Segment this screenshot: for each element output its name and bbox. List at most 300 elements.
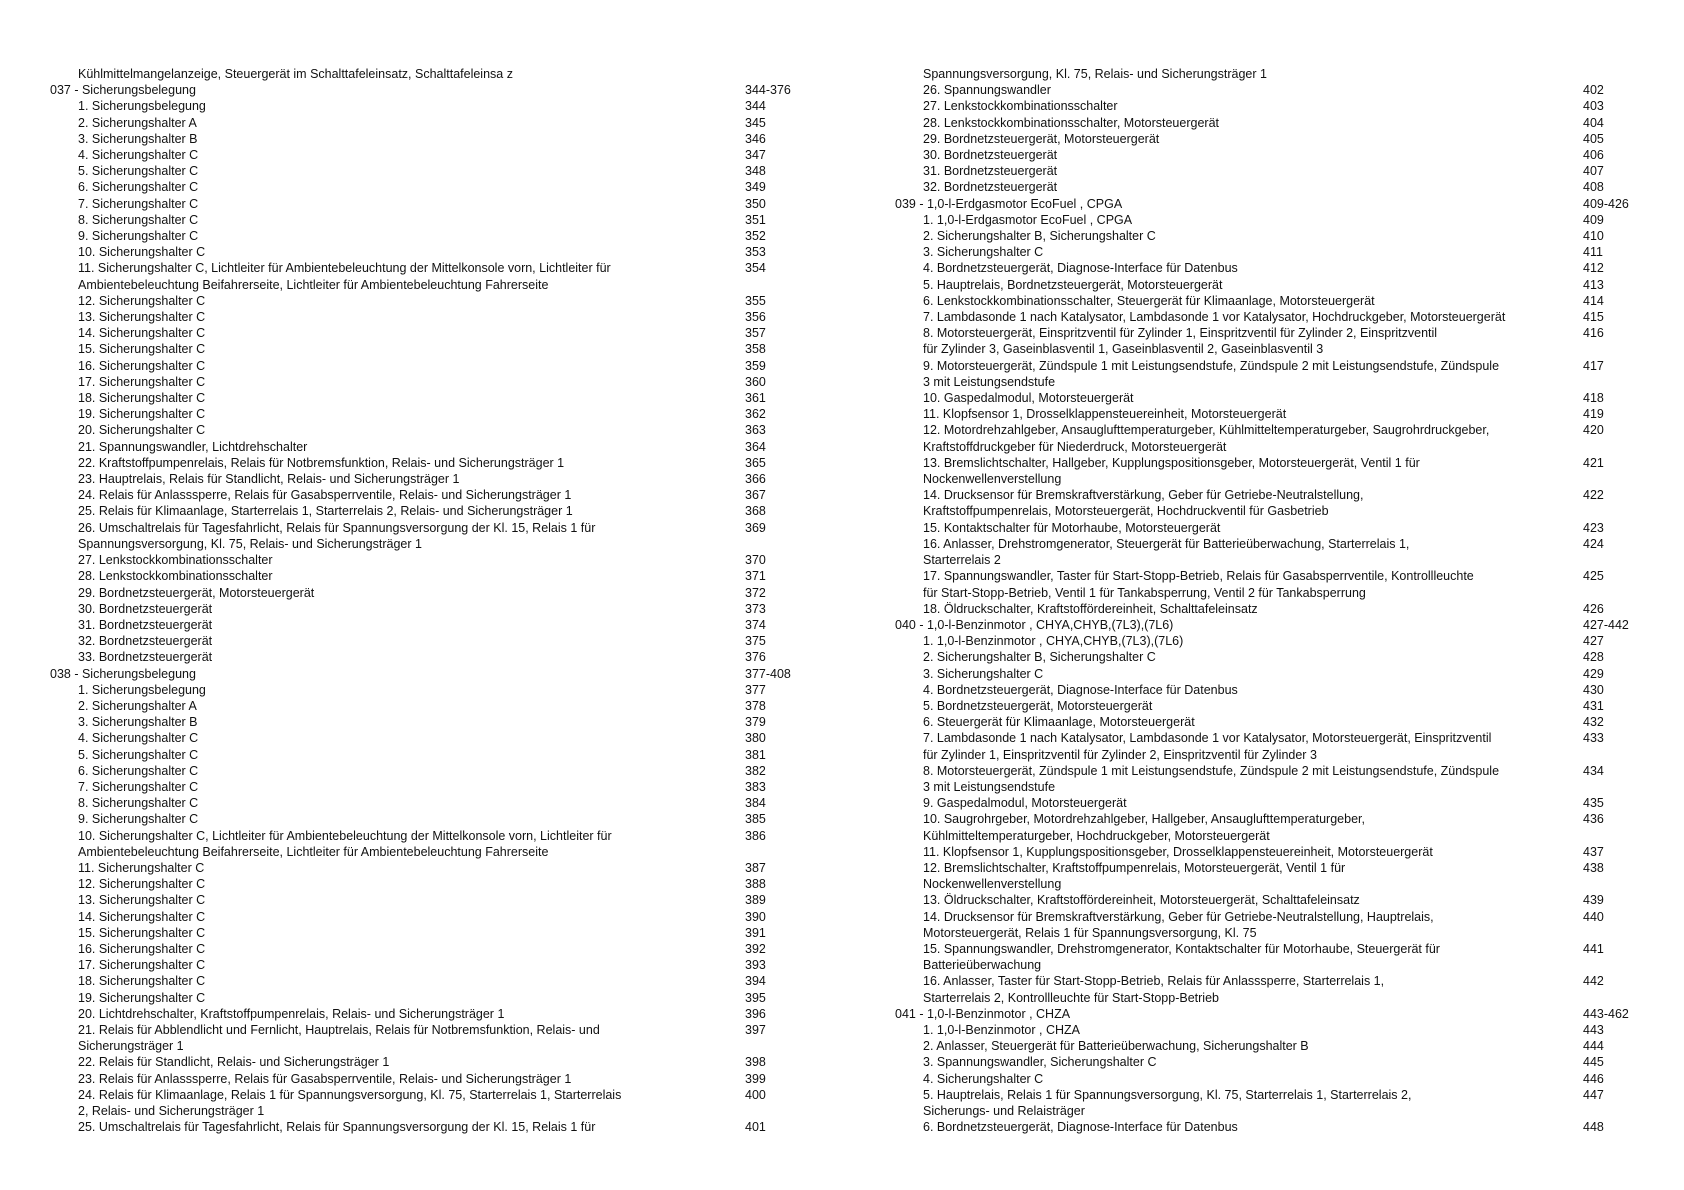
toc-entry-label: 5. Sicherungshalter C bbox=[78, 164, 199, 179]
toc-page-number: 424 bbox=[1583, 536, 1604, 551]
toc-entry bbox=[895, 163, 1640, 179]
toc-entry-label: 32. Bordnetzsteuergerät bbox=[78, 634, 213, 649]
toc-entry-label: 16. Anlasser, Drehstromgenerator, Steuergerät für Batterieüberwachung, Starterrelais 1, Starterrelais 2 bbox=[923, 536, 1410, 568]
toc-page-number: 447 bbox=[1583, 1087, 1604, 1102]
toc-entry-label: 18. Sicherungshalter C bbox=[78, 974, 206, 989]
toc-entry bbox=[50, 1087, 795, 1119]
toc-entry bbox=[50, 293, 795, 309]
toc-entry bbox=[50, 520, 795, 552]
toc-entry bbox=[50, 439, 795, 455]
toc-entry-label: 25. Relais für Klimaanlage, Starterrelais 1, Starterrelais 2, Relais- und Sicherungsträger 1 bbox=[78, 504, 573, 519]
toc-entry-label: Kühlmittelmangelanzeige, Steuergerät im Schalttafeleinsatz, Schalttafeleinsa z bbox=[78, 67, 513, 81]
toc-page-number: 364 bbox=[745, 439, 766, 454]
toc-entry bbox=[50, 1022, 795, 1054]
toc-entry-label: 15. Sicherungshalter C bbox=[78, 925, 206, 940]
toc-entry-label: 15. Spannungswandler, Drehstromgenerator, Kontaktschalter für Motorhaube, Steuergerät für Batterieüberwachung bbox=[923, 941, 1440, 973]
toc-entry bbox=[50, 406, 795, 422]
toc-entry-label: 9. Sicherungshalter C bbox=[78, 229, 199, 244]
toc-page-number: 406 bbox=[1583, 148, 1604, 163]
toc-entry bbox=[895, 131, 1640, 147]
toc-entry bbox=[895, 973, 1640, 1005]
toc-entry bbox=[895, 82, 1640, 98]
toc-entry-label: 32. Bordnetzsteuergerät bbox=[923, 180, 1058, 195]
toc-page-number: 425 bbox=[1583, 569, 1604, 584]
toc-page-number: 416 bbox=[1583, 326, 1604, 341]
toc-entry-label: 24. Relais für Anlasssperre, Relais für Gasabsperrventile, Relais- und Sicherungsträger 1 bbox=[78, 488, 572, 503]
toc-entry-label: 30. Bordnetzsteuergerät bbox=[78, 601, 213, 616]
toc-page-number: 373 bbox=[745, 601, 766, 616]
toc-entry-label: 4. Sicherungshalter C bbox=[78, 731, 199, 746]
toc-entry-label: 7. Sicherungshalter C bbox=[78, 196, 199, 211]
toc-entry bbox=[50, 1071, 795, 1087]
toc-page-number: 423 bbox=[1583, 520, 1604, 535]
toc-entry-label: 4. Bordnetzsteuergerät, Diagnose-Interface für Datenbus bbox=[923, 682, 1238, 697]
toc-entry bbox=[50, 957, 795, 973]
toc-entry bbox=[895, 244, 1640, 260]
toc-page-number: 431 bbox=[1583, 698, 1604, 713]
toc-page-number: 367 bbox=[745, 488, 766, 503]
toc-entry-label: 11. Klopfsensor 1, Drosselklappensteuereinheit, Motorsteuergerät bbox=[923, 407, 1287, 422]
toc-entry-label: 4. Sicherungshalter C bbox=[923, 1071, 1044, 1086]
toc-page-number: 401 bbox=[745, 1120, 766, 1135]
toc-entry bbox=[895, 601, 1640, 617]
toc-page-number: 366 bbox=[745, 472, 766, 487]
toc-page-number: 360 bbox=[745, 374, 766, 389]
toc-entry bbox=[895, 406, 1640, 422]
toc-page-number: 444 bbox=[1583, 1039, 1604, 1054]
toc-section bbox=[50, 82, 795, 98]
toc-entry-label: 27. Lenkstockkombinationsschalter bbox=[923, 99, 1118, 114]
toc-entry bbox=[50, 730, 795, 746]
toc-entry-label: 7. Sicherungshalter C bbox=[78, 779, 199, 794]
toc-entry-label: 15. Sicherungshalter C bbox=[78, 342, 206, 357]
toc-entry-label: 10. Saugrohrgeber, Motordrehzahlgeber, Hallgeber, Ansauglufttemperaturgeber, Kühlmitteltemperaturgeber, Hochdruckgeber, Motorsteuergerät bbox=[923, 812, 1365, 843]
toc-entry bbox=[895, 260, 1640, 276]
toc-entry bbox=[50, 941, 795, 957]
toc-entry bbox=[50, 503, 795, 519]
toc-entry bbox=[50, 892, 795, 908]
toc-page-number: 430 bbox=[1583, 682, 1604, 697]
toc-page-number: 359 bbox=[745, 358, 766, 373]
toc-entry bbox=[50, 455, 795, 471]
toc-page-number: 374 bbox=[745, 617, 766, 632]
toc-page-number: 443-462 bbox=[1583, 1006, 1629, 1021]
toc-page-number: 402 bbox=[1583, 83, 1604, 98]
toc-section bbox=[895, 1006, 1640, 1022]
toc-page-number: 378 bbox=[745, 698, 766, 713]
toc-entry-label: 2. Sicherungshalter B, Sicherungshalter C bbox=[923, 229, 1156, 244]
toc-entry bbox=[895, 1038, 1640, 1054]
toc-entry-label: 10. Gaspedalmodul, Motorsteuergerät bbox=[923, 391, 1134, 406]
toc-entry bbox=[895, 358, 1640, 390]
toc-entry-label: 2. Sicherungshalter B, Sicherungshalter C bbox=[923, 650, 1156, 665]
toc-entry-label: 26. Umschaltrelais für Tagesfahrlicht, Relais für Spannungsversorgung der Kl. 15, Relais 1 für Spannungsversorgung, Kl. 75, Relais- und Sicherungsträger 1 bbox=[78, 520, 596, 551]
toc-entry-label: 17. Spannungswandler, Taster für Start-Stopp-Betrieb, Relais für Gasabsperrventile, Kontrollleuchte für Start-Stopp-Betrieb, Ventil 1 für Tankabsperrung, Ventil 2 für Tankabsperrung bbox=[923, 569, 1474, 600]
toc-entry bbox=[50, 325, 795, 341]
toc-entry-label: 25. Umschaltrelais für Tagesfahrlicht, Relais für Spannungsversorgung der Kl. 15, Relais 1 für bbox=[78, 1120, 596, 1135]
toc-page-number: 389 bbox=[745, 893, 766, 908]
toc-entry-label: 037 - Sicherungsbelegung bbox=[50, 83, 196, 98]
toc-entry bbox=[50, 779, 795, 795]
toc-page-number: 414 bbox=[1583, 293, 1604, 308]
toc-page-number: 377-408 bbox=[745, 666, 791, 681]
toc-page-number: 415 bbox=[1583, 310, 1604, 325]
toc-entry bbox=[50, 682, 795, 698]
toc-page-number: 422 bbox=[1583, 488, 1604, 503]
toc-entry-label: 5. Bordnetzsteuergerät, Motorsteuergerät bbox=[923, 698, 1153, 713]
toc-entry-label: 4. Sicherungshalter C bbox=[78, 148, 199, 163]
toc-entry-label: 26. Spannungswandler bbox=[923, 83, 1051, 98]
toc-page-number: 399 bbox=[745, 1071, 766, 1086]
toc-entry bbox=[895, 649, 1640, 665]
toc-page-number: 403 bbox=[1583, 99, 1604, 114]
toc-entry bbox=[895, 844, 1640, 860]
toc-entry-label: 1. 1,0-l-Erdgasmotor EcoFuel , CPGA bbox=[923, 212, 1133, 227]
toc-page-number: 361 bbox=[745, 391, 766, 406]
toc-page-number: 409-426 bbox=[1583, 196, 1629, 211]
toc-page-number: 345 bbox=[745, 115, 766, 130]
toc-entry-label: 12. Motordrehzahlgeber, Ansauglufttemperaturgeber, Kühlmitteltemperaturgeber, Saugrohrdruckgeber, Kraftstoffdruckgeber für Niederdruck, Motorsteuergerät bbox=[923, 423, 1490, 454]
toc-entry-label: 6. Sicherungshalter C bbox=[78, 180, 199, 195]
toc-page-number: 420 bbox=[1583, 423, 1604, 438]
toc-page-number: 436 bbox=[1583, 812, 1604, 827]
toc-page-number: 383 bbox=[745, 779, 766, 794]
toc-entry bbox=[50, 1054, 795, 1070]
toc-entry-label: 9. Gaspedalmodul, Motorsteuergerät bbox=[923, 796, 1127, 811]
toc-entry bbox=[50, 909, 795, 925]
toc-page-number: 393 bbox=[745, 958, 766, 973]
toc-page-number: 437 bbox=[1583, 844, 1604, 859]
toc-page-number: 410 bbox=[1583, 229, 1604, 244]
toc-page-number: 384 bbox=[745, 796, 766, 811]
toc-entry-label: 041 - 1,0-l-Benzinmotor , CHZA bbox=[895, 1006, 1071, 1021]
toc-entry-label: 1. 1,0-l-Benzinmotor , CHYA,CHYB,(7L3),(7L6) bbox=[923, 634, 1184, 649]
toc-entry-label: 23. Relais für Anlasssperre, Relais für Gasabsperrventile, Relais- und Sicherungsträger 1 bbox=[78, 1071, 572, 1086]
toc-entry bbox=[895, 212, 1640, 228]
toc-entry bbox=[50, 990, 795, 1006]
toc-entry-label: 6. Sicherungshalter C bbox=[78, 763, 199, 778]
toc-entry-label: 23. Hauptrelais, Relais für Standlicht, Relais- und Sicherungsträger 1 bbox=[78, 472, 460, 487]
toc-entry-label: 8. Motorsteuergerät, Zündspule 1 mit Leistungsendstufe, Zündspule 2 mit Leistungsendstufe, Zündspule 3 mit Leistungsendstufe bbox=[923, 763, 1500, 794]
toc-page-number: 448 bbox=[1583, 1120, 1604, 1135]
toc-entry bbox=[50, 98, 795, 114]
toc-entry-label: 6. Bordnetzsteuergerät, Diagnose-Interface für Datenbus bbox=[923, 1120, 1238, 1135]
toc-entry bbox=[50, 552, 795, 568]
toc-entry bbox=[895, 487, 1640, 519]
toc-entry-label: 14. Drucksensor für Bremskraftverstärkung, Geber für Getriebe-Neutralstellung, Hauptrelais, Motorsteuergerät, Relais 1 für Spannungsversorgung, Kl. 75 bbox=[923, 909, 1434, 940]
toc-page-number: 382 bbox=[745, 763, 766, 778]
toc-left-column bbox=[50, 66, 795, 1135]
toc-page-number: 380 bbox=[745, 731, 766, 746]
toc-entry-label: 24. Relais für Klimaanlage, Relais 1 für Spannungsversorgung, Kl. 75, Starterrelais 1, Starterrelais 2, Relais- und Sicherungsträger 1 bbox=[78, 1087, 622, 1118]
toc-entry bbox=[50, 309, 795, 325]
toc-entry bbox=[895, 228, 1640, 244]
toc-entry-label: 14. Sicherungshalter C bbox=[78, 909, 206, 924]
toc-entry bbox=[895, 309, 1640, 325]
toc-entry bbox=[895, 698, 1640, 714]
toc-page-number: 427 bbox=[1583, 634, 1604, 649]
toc-page-number: 385 bbox=[745, 812, 766, 827]
toc-entry-label: 12. Bremslichtschalter, Kraftstoffpumpenrelais, Motorsteuergerät, Ventil 1 für Nockenwellenverstellung bbox=[923, 860, 1346, 892]
toc-entry bbox=[895, 860, 1640, 892]
toc-entry-label: 19. Sicherungshalter C bbox=[78, 407, 206, 422]
toc-entry bbox=[895, 1087, 1640, 1119]
toc-entry-label: 10. Sicherungshalter C, Lichtleiter für Ambientebeleuchtung der Mittelkonsole vorn, Lichtleiter für Ambientebeleuchtung Beifahrerseite, Lichtleiter für Ambientebeleuchtung Fahrerseite bbox=[78, 828, 612, 859]
toc-page-number: 391 bbox=[745, 925, 766, 940]
toc-entry bbox=[895, 520, 1640, 536]
toc-entry-label: 14. Sicherungshalter C bbox=[78, 326, 206, 341]
toc-entry bbox=[50, 131, 795, 147]
toc-entry bbox=[50, 714, 795, 730]
toc-page-number: 369 bbox=[745, 520, 766, 535]
toc-entry-label: 3. Sicherungshalter C bbox=[923, 245, 1044, 260]
toc-entry bbox=[895, 941, 1640, 973]
toc-entry bbox=[895, 115, 1640, 131]
toc-entry bbox=[895, 1054, 1640, 1070]
toc-entry bbox=[50, 649, 795, 665]
toc-entry bbox=[895, 422, 1640, 454]
toc-entry bbox=[895, 568, 1640, 600]
toc-entry-label: 19. Sicherungshalter C bbox=[78, 990, 206, 1005]
toc-entry-label: 13. Sicherungshalter C bbox=[78, 893, 206, 908]
toc-page-number: 426 bbox=[1583, 601, 1604, 616]
toc-page-number: 349 bbox=[745, 180, 766, 195]
toc-entry bbox=[50, 196, 795, 212]
toc-entry bbox=[895, 909, 1640, 941]
toc-entry-label: 040 - 1,0-l-Benzinmotor , CHYA,CHYB,(7L3),(7L6) bbox=[895, 617, 1174, 632]
toc-entry bbox=[895, 98, 1640, 114]
toc-entry-label: 28. Lenkstockkombinationsschalter, Motorsteuergerät bbox=[923, 115, 1219, 130]
toc-entry bbox=[895, 795, 1640, 811]
toc-page-number: 432 bbox=[1583, 715, 1604, 730]
toc-page-number: 446 bbox=[1583, 1071, 1604, 1086]
toc-entry-label: 1. 1,0-l-Benzinmotor , CHZA bbox=[923, 1022, 1080, 1037]
toc-page-number: 412 bbox=[1583, 261, 1604, 276]
toc-page-number: 445 bbox=[1583, 1055, 1604, 1070]
toc-page-number: 368 bbox=[745, 504, 766, 519]
toc-entry-label: 2. Sicherungshalter A bbox=[78, 698, 197, 713]
toc-page-number: 411 bbox=[1583, 245, 1603, 260]
toc-page-number: 413 bbox=[1583, 277, 1604, 292]
toc-page-number: 417 bbox=[1583, 358, 1604, 373]
toc-page-number: 358 bbox=[745, 342, 766, 357]
toc-entry-label: 14. Drucksensor für Bremskraftverstärkung, Geber für Getriebe-Neutralstellung, Kraftstoffpumpenrelais, Motorsteuergerät, Hochdruckventil für Gasbetrieb bbox=[923, 488, 1364, 519]
toc-page-number: 397 bbox=[745, 1022, 766, 1037]
toc-entry-label: 3. Sicherungshalter B bbox=[78, 715, 198, 730]
toc-entry bbox=[895, 892, 1640, 908]
toc-entry-label: 9. Motorsteuergerät, Zündspule 1 mit Leistungsendstufe, Zündspule 2 mit Leistungsendstufe, Zündspule 3 mit Leistungsendstufe bbox=[923, 358, 1500, 389]
toc-entry bbox=[50, 795, 795, 811]
toc-page-number: 365 bbox=[745, 455, 766, 470]
toc-entry bbox=[895, 1119, 1640, 1135]
toc-entry-label: 5. Hauptrelais, Relais 1 für Spannungsversorgung, Kl. 75, Starterrelais 1, Starterrelais 2, Sicherungs- und Relaisträger bbox=[923, 1087, 1412, 1118]
toc-entry-label: 20. Lichtdrehschalter, Kraftstoffpumpenrelais, Relais- und Sicherungsträger 1 bbox=[78, 1006, 505, 1021]
toc-entry bbox=[50, 747, 795, 763]
toc-entry-label: 11. Klopfsensor 1, Kupplungspositionsgeber, Drosselklappensteuereinheit, Motorsteuergerät bbox=[923, 844, 1433, 859]
toc-entry bbox=[50, 115, 795, 131]
toc-entry-label: 8. Motorsteuergerät, Einspritzventil für Zylinder 1, Einspritzventil für Zylinder 2, Einspritzventil für Zylinder 3, Gaseinblasventil 1, Gaseinblasventil 2, Gaseinblasventil 3 bbox=[923, 326, 1438, 357]
toc-page-number: 356 bbox=[745, 310, 766, 325]
toc-entry bbox=[50, 1119, 795, 1135]
toc-entry-label: 4. Bordnetzsteuergerät, Diagnose-Interface für Datenbus bbox=[923, 261, 1238, 276]
toc-entry bbox=[895, 666, 1640, 682]
toc-entry bbox=[895, 811, 1640, 843]
toc-entry-label: 3. Sicherungshalter C bbox=[923, 666, 1044, 681]
toc-entry-label: 11. Sicherungshalter C, Lichtleiter für Ambientebeleuchtung der Mittelkonsole vorn, Lichtleiter für Ambientebeleuchtung Beifahrerseite, Lichtleiter für Ambientebeleuchtung Fahrerseite bbox=[78, 261, 611, 292]
toc-page-number: 439 bbox=[1583, 893, 1604, 908]
toc-entry-label: 2. Sicherungshalter A bbox=[78, 115, 197, 130]
toc-page-number: 441 bbox=[1583, 941, 1604, 956]
toc-entry bbox=[50, 260, 795, 292]
toc-entry-label: 7. Lambdasonde 1 nach Katalysator, Lambdasonde 1 vor Katalysator, Hochdruckgeber, Motorsteuergerät bbox=[923, 310, 1506, 325]
toc-page-number: 409 bbox=[1583, 212, 1604, 227]
toc-page-number: 344 bbox=[745, 99, 766, 114]
toc-entry bbox=[50, 828, 795, 860]
toc-entry bbox=[50, 487, 795, 503]
toc-entry-label: 12. Sicherungshalter C bbox=[78, 293, 206, 308]
toc-entry bbox=[895, 455, 1640, 487]
toc-entry-label: 17. Sicherungshalter C bbox=[78, 374, 206, 389]
toc-entry-label: 038 - Sicherungsbelegung bbox=[50, 666, 196, 681]
toc-entry bbox=[50, 163, 795, 179]
toc-entry-label: 29. Bordnetzsteuergerät, Motorsteuergerät bbox=[78, 585, 315, 600]
toc-entry-label: 21. Spannungswandler, Lichtdrehschalter bbox=[78, 439, 308, 454]
toc-page-number: 395 bbox=[745, 990, 766, 1005]
toc-page-number: 350 bbox=[745, 196, 766, 211]
toc-page-number: 435 bbox=[1583, 796, 1604, 811]
toc-page-number: 396 bbox=[745, 1006, 766, 1021]
toc-entry bbox=[50, 422, 795, 438]
toc-entry bbox=[895, 763, 1640, 795]
toc-entry-label: Spannungsversorgung, Kl. 75, Relais- und Sicherungsträger 1 bbox=[923, 67, 1267, 81]
toc-entry bbox=[895, 633, 1640, 649]
toc-page-number: 375 bbox=[745, 634, 766, 649]
toc-page-number: 377 bbox=[745, 682, 766, 697]
toc-page-number: 404 bbox=[1583, 115, 1604, 130]
toc-page-number: 398 bbox=[745, 1055, 766, 1070]
toc-page-number: 347 bbox=[745, 148, 766, 163]
toc-section bbox=[895, 196, 1640, 212]
toc-entry bbox=[895, 147, 1640, 163]
toc-entry-label: 5. Hauptrelais, Bordnetzsteuergerät, Motorsteuergerät bbox=[923, 277, 1223, 292]
toc-page-number: 362 bbox=[745, 407, 766, 422]
toc-page-number: 408 bbox=[1583, 180, 1604, 195]
toc-page-number: 443 bbox=[1583, 1022, 1604, 1037]
toc-entry bbox=[895, 1022, 1640, 1038]
toc-entry-label: 15. Kontaktschalter für Motorhaube, Motorsteuergerät bbox=[923, 520, 1221, 535]
toc-entry bbox=[50, 876, 795, 892]
toc-entry-label: 18. Sicherungshalter C bbox=[78, 391, 206, 406]
toc-entry bbox=[50, 244, 795, 260]
toc-entry-label: 6. Lenkstockkombinationsschalter, Steuergerät für Klimaanlage, Motorsteuergerät bbox=[923, 293, 1375, 308]
toc-page-number: 407 bbox=[1583, 164, 1604, 179]
toc-page-number: 386 bbox=[745, 828, 766, 843]
toc-entry-label: 20. Sicherungshalter C bbox=[78, 423, 206, 438]
toc-entry-label: 16. Anlasser, Taster für Start-Stopp-Betrieb, Relais für Anlasssperre, Starterrelais 1, Starterrelais 2, Kontrollleuchte für Start-Stopp-Betrieb bbox=[923, 974, 1385, 1005]
toc-entry-label: 27. Lenkstockkombinationsschalter bbox=[78, 553, 273, 568]
toc-entry-label: 13. Sicherungshalter C bbox=[78, 310, 206, 325]
toc-entry-label: 28. Lenkstockkombinationsschalter bbox=[78, 569, 273, 584]
toc-page-number: 379 bbox=[745, 715, 766, 730]
toc-page-number: 442 bbox=[1583, 974, 1604, 989]
toc-page-number: 352 bbox=[745, 229, 766, 244]
toc-entry bbox=[895, 277, 1640, 293]
toc-entry-label: 16. Sicherungshalter C bbox=[78, 358, 206, 373]
toc-entry bbox=[50, 633, 795, 649]
toc-entry-label: 039 - 1,0-l-Erdgasmotor EcoFuel , CPGA bbox=[895, 196, 1123, 211]
toc-entry bbox=[50, 811, 795, 827]
toc-entry bbox=[50, 601, 795, 617]
toc-entry bbox=[50, 341, 795, 357]
toc-entry bbox=[895, 730, 1640, 762]
toc-entry-label: 33. Bordnetzsteuergerät bbox=[78, 650, 213, 665]
toc-entry-label: 10. Sicherungshalter C bbox=[78, 245, 206, 260]
toc-entry bbox=[50, 925, 795, 941]
toc-page-number: 433 bbox=[1583, 731, 1604, 746]
toc-entry-label: 2. Anlasser, Steuergerät für Batterieüberwachung, Sicherungshalter B bbox=[923, 1039, 1309, 1054]
toc-entry-label: 31. Bordnetzsteuergerät bbox=[78, 617, 213, 632]
toc-entry-label: 6. Steuergerät für Klimaanlage, Motorsteuergerät bbox=[923, 715, 1195, 730]
toc-page-number: 429 bbox=[1583, 666, 1604, 681]
toc-entry-label: 21. Relais für Abblendlicht und Fernlicht, Hauptrelais, Relais für Notbremsfunktion, Relais- und Sicherungsträger 1 bbox=[78, 1022, 600, 1054]
toc-entry-label: 11. Sicherungshalter C bbox=[78, 860, 205, 875]
toc-entry-label: 22. Relais für Standlicht, Relais- und Sicherungsträger 1 bbox=[78, 1055, 390, 1070]
toc-entry bbox=[895, 682, 1640, 698]
toc-entry-label: 1. Sicherungsbelegung bbox=[78, 99, 206, 114]
toc-entry-label: 22. Kraftstoffpumpenrelais, Relais für Notbremsfunktion, Relais- und Sicherungsträger 1 bbox=[78, 455, 565, 470]
toc-page-number: 438 bbox=[1583, 860, 1604, 875]
toc-entry bbox=[895, 66, 1640, 82]
toc-page-number: 376 bbox=[745, 650, 766, 665]
toc-page-number: 434 bbox=[1583, 763, 1604, 778]
toc-page-number: 440 bbox=[1583, 909, 1604, 924]
toc-page-number: 421 bbox=[1583, 455, 1604, 470]
toc-page-number: 392 bbox=[745, 941, 766, 956]
toc-page-number: 405 bbox=[1583, 131, 1604, 146]
toc-entry-label: 18. Öldruckschalter, Kraftstoffördereinheit, Schalttafeleinsatz bbox=[923, 601, 1258, 616]
toc-entry-label: 8. Sicherungshalter C bbox=[78, 796, 199, 811]
toc-page-number: 388 bbox=[745, 877, 766, 892]
toc-entry bbox=[50, 358, 795, 374]
toc-entry bbox=[50, 390, 795, 406]
toc-entry bbox=[50, 860, 795, 876]
toc-entry-label: 17. Sicherungshalter C bbox=[78, 958, 206, 973]
toc-page-number: 346 bbox=[745, 131, 766, 146]
toc-entry-label: 7. Lambdasonde 1 nach Katalysator, Lambdasonde 1 vor Katalysator, Motorsteuergerät, Einspritzventil für Zylinder 1, Einspritzventil für Zylinder 2, Einspritzventil für Zylinder 3 bbox=[923, 731, 1492, 762]
toc-page-number: 351 bbox=[745, 212, 766, 227]
toc-page-number: 428 bbox=[1583, 650, 1604, 665]
toc-entry-label: 13. Öldruckschalter, Kraftstoffördereinheit, Motorsteuergerät, Schalttafeleinsatz bbox=[923, 893, 1360, 908]
toc-entry bbox=[895, 179, 1640, 195]
toc-entry bbox=[50, 147, 795, 163]
toc-entry bbox=[50, 617, 795, 633]
toc-entry bbox=[895, 1071, 1640, 1087]
toc-entry-label: 30. Bordnetzsteuergerät bbox=[923, 148, 1058, 163]
toc-page-number: 387 bbox=[745, 860, 766, 875]
toc-entry bbox=[895, 325, 1640, 357]
toc-entry bbox=[50, 228, 795, 244]
toc-entry-label: 31. Bordnetzsteuergerät bbox=[923, 164, 1058, 179]
toc-entry bbox=[50, 66, 795, 82]
toc-entry bbox=[895, 536, 1640, 568]
toc-page-number: 353 bbox=[745, 245, 766, 260]
toc-page-number: 344-376 bbox=[745, 83, 791, 98]
toc-entry-label: 3. Sicherungshalter B bbox=[78, 131, 198, 146]
toc-entry-label: 5. Sicherungshalter C bbox=[78, 747, 199, 762]
toc-entry bbox=[50, 698, 795, 714]
toc-section bbox=[895, 617, 1640, 633]
toc-page-number: 357 bbox=[745, 326, 766, 341]
